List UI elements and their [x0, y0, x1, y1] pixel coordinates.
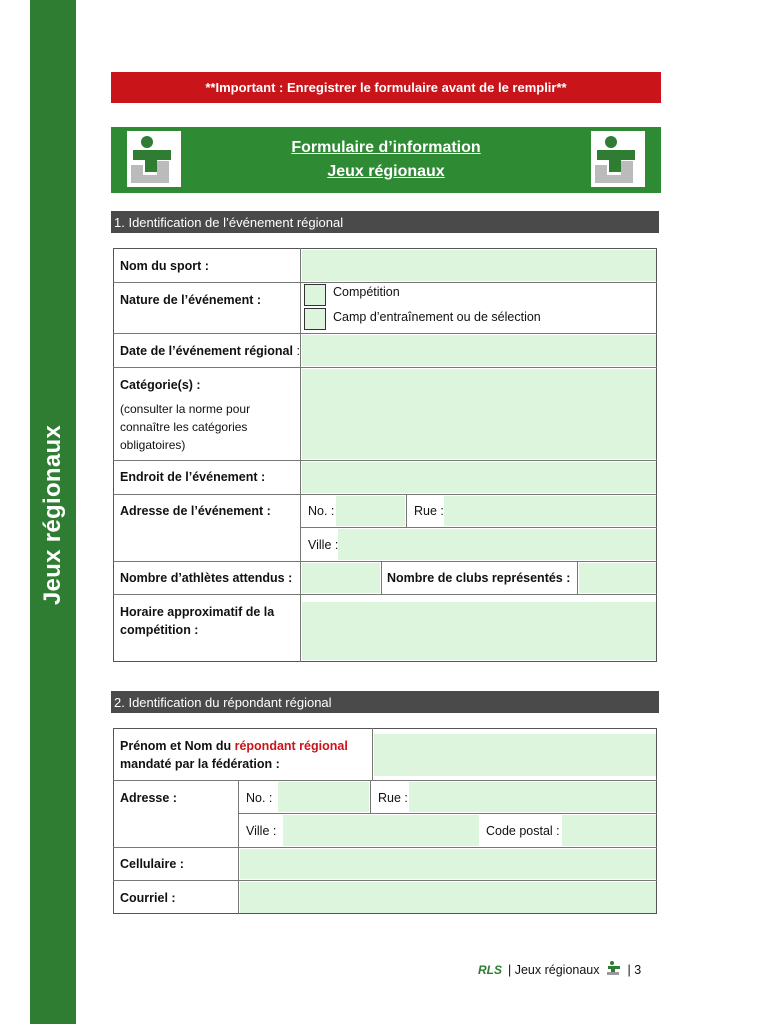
event-city-label: Ville : [308, 538, 339, 552]
email-label: Courriel : [120, 891, 176, 905]
categories-field[interactable] [302, 369, 656, 459]
athletes-field[interactable] [302, 563, 380, 593]
section-1-heading: 1. Identification de l’événement régional [111, 211, 659, 233]
save-warning-banner: **Important : Enregistrer le formulaire avant de le remplir** [111, 72, 661, 103]
page-number: | 3 [627, 962, 642, 977]
email-field[interactable] [240, 882, 656, 913]
respondent-name-field[interactable] [374, 734, 656, 776]
clubs-label: Nombre de clubs représentés : [387, 571, 571, 585]
place-label: Endroit de l’événement : [120, 470, 266, 484]
respondent-no-field[interactable] [278, 782, 369, 812]
schedule-label: Horaire approximatif de la compétition : [120, 605, 275, 637]
event-street-field[interactable] [444, 496, 656, 526]
sport-field[interactable] [302, 250, 656, 281]
nature-label: Nature de l’événement : [120, 293, 262, 307]
postal-code-field[interactable] [562, 815, 656, 846]
respondent-city-label: Ville : [246, 824, 277, 838]
respondent-no-label: No. : [246, 791, 273, 805]
respondent-address-label: Adresse : [120, 791, 177, 805]
footer-logo-icon [606, 960, 622, 979]
respondent-city-field[interactable] [283, 815, 479, 846]
rls-logo: RLS [478, 962, 502, 977]
form-subtitle: Jeux régionaux [327, 163, 445, 180]
page-footer [478, 960, 641, 979]
event-no-field[interactable] [336, 496, 405, 526]
cell-field[interactable] [240, 849, 656, 879]
respondent-street-field[interactable] [409, 782, 656, 812]
form-header [111, 127, 661, 193]
logo-icon [591, 131, 645, 187]
categories-label: Catégorie(s) : [120, 378, 201, 392]
athletes-label: Nombre d’athlètes attendus : [120, 571, 293, 585]
form-title: Formulaire d’information [291, 139, 481, 156]
schedule-field[interactable] [302, 602, 656, 660]
camp-checkbox[interactable] [304, 308, 326, 330]
date-field[interactable] [302, 335, 656, 366]
competition-checkbox[interactable] [304, 284, 326, 306]
sport-label: Nom du sport : [120, 259, 209, 273]
event-address-label: Adresse de l’événement : [120, 504, 271, 518]
side-banner-title: Jeux régionaux [39, 424, 66, 606]
cell-label: Cellulaire : [120, 857, 184, 871]
place-field[interactable] [302, 462, 656, 493]
event-no-label: No. : [308, 504, 335, 518]
date-label: Date de l’événement régional : [120, 344, 300, 358]
camp-option-label: Camp d’entraînement ou de sélection [333, 310, 541, 324]
event-street-label: Rue : [414, 504, 444, 518]
respondent-street-label: Rue : [378, 791, 408, 805]
categories-note: (consulter la norme pour connaître les catégories obligatoires) [120, 402, 251, 452]
clubs-field[interactable] [579, 563, 656, 593]
postal-code-label: Code postal : [486, 824, 560, 838]
section-2-heading: 2. Identification du répondant régional [111, 691, 659, 713]
logo-icon [127, 131, 181, 187]
respondent-name-label: Prénom et Nom du répondant régional mandaté par la fédération : [120, 739, 348, 771]
event-city-field[interactable] [338, 529, 656, 560]
footer-title: | Jeux régionaux [508, 962, 600, 977]
competition-option-label: Compétition [333, 285, 400, 299]
